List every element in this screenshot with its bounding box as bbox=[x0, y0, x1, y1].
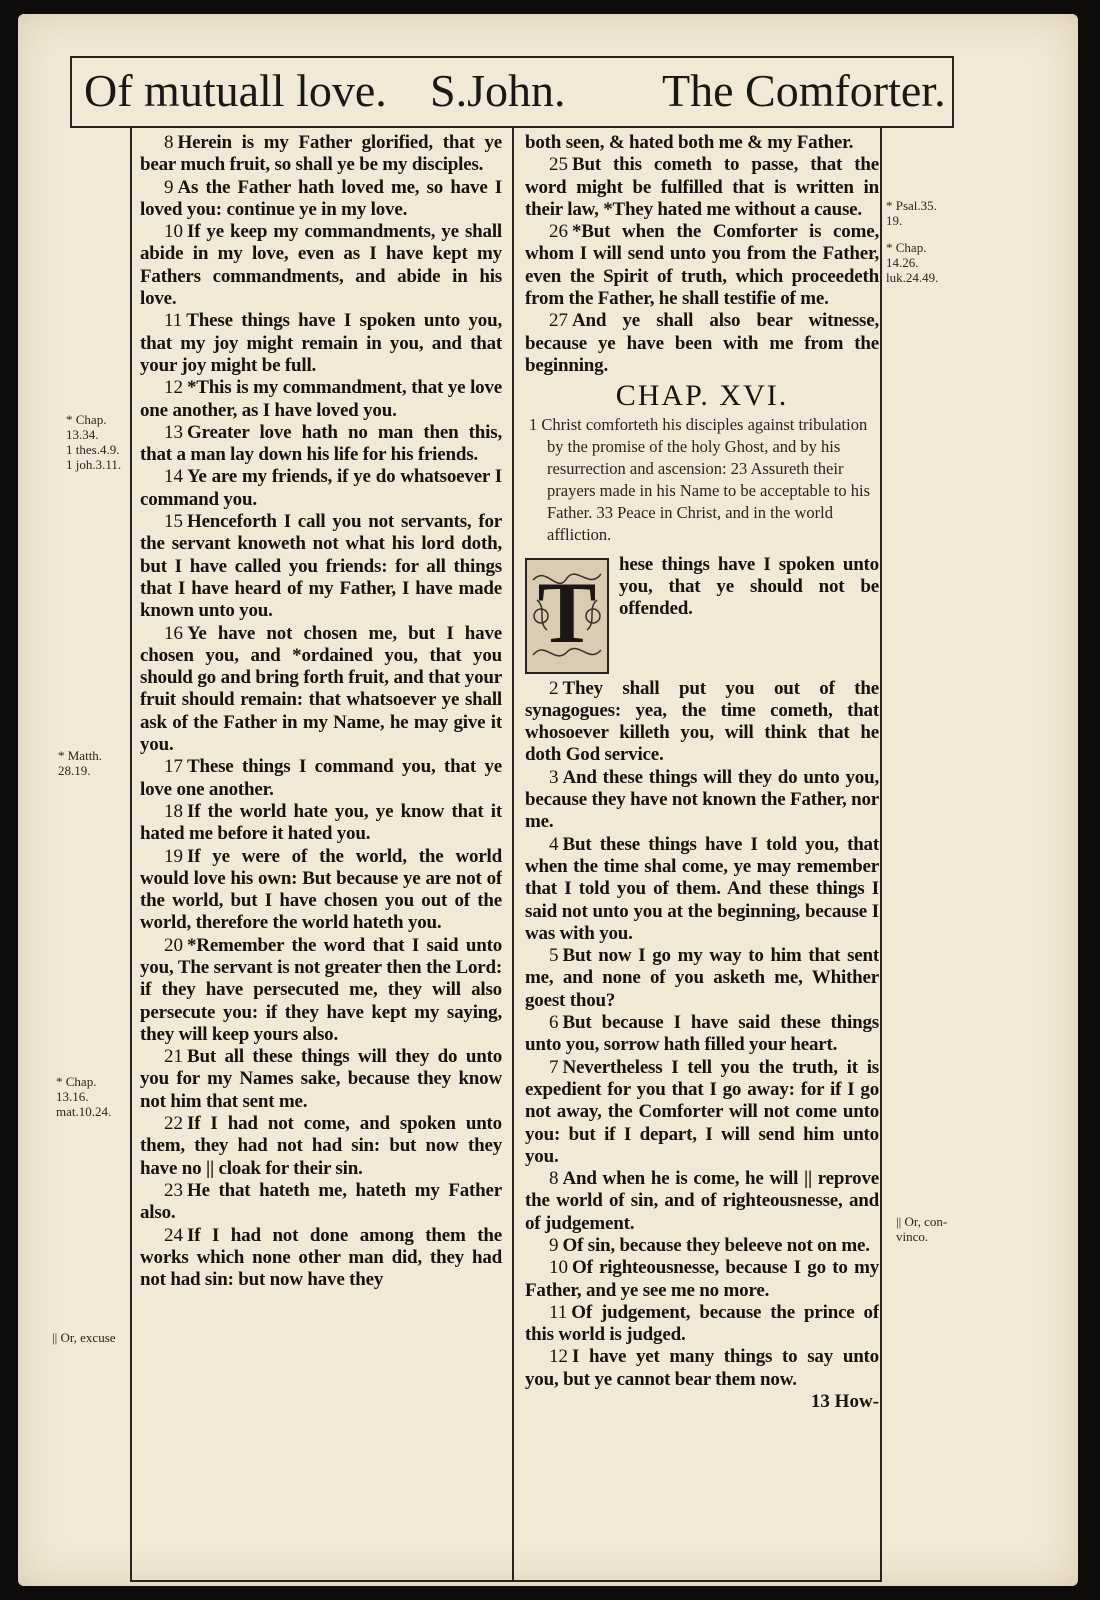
verse-text: And when he is come, he will || reprove the world of sin, and of righteousnesse, and of judgement. bbox=[525, 1168, 879, 1234]
verse bbox=[140, 132, 502, 177]
verse-number: 8 bbox=[549, 1168, 559, 1190]
verse bbox=[140, 221, 502, 310]
verse-number: 18 bbox=[164, 800, 183, 822]
verse-number: 16 bbox=[164, 622, 183, 644]
chapter-heading: CHAP. XVI. bbox=[615, 379, 789, 413]
verse-number: 2 bbox=[549, 677, 559, 699]
verse-text: Ye are my friends, if ye do whatsoever I command you. bbox=[140, 466, 502, 510]
verse bbox=[140, 846, 502, 935]
verse bbox=[140, 310, 502, 377]
verse bbox=[525, 1057, 879, 1168]
chapter-opening bbox=[525, 554, 879, 678]
verse bbox=[525, 310, 879, 377]
verse-number: 11 bbox=[164, 310, 183, 332]
verse-number: 10 bbox=[164, 221, 183, 243]
verse-number: 21 bbox=[164, 1046, 183, 1068]
verse-text: Ye have not chosen me, but I have chosen you, and *ordained you, that you should go and bring forth fruit, and that your fruit should remain: that whatsoever ye shall ask of the Father in my Name, he may give it you. bbox=[140, 622, 502, 756]
header-right-title: The Comforter. bbox=[662, 65, 946, 116]
verse-number: 11 bbox=[549, 1301, 568, 1323]
verse-number: 27 bbox=[549, 310, 568, 332]
verse-number: 8 bbox=[164, 132, 174, 153]
left-text-column bbox=[140, 132, 502, 1552]
margin-note-psal-35-19: * Psal.35. 19. bbox=[886, 198, 937, 228]
margin-note-chap-13-34: * Chap. 13.34. 1 thes.4.9. 1 joh.3.11. bbox=[66, 412, 122, 472]
verse-text: I have yet many things to say unto you, but ye cannot bear them now. bbox=[525, 1346, 879, 1390]
verse-text: Herein is my Father glorified, that ye bear much fruit, so shall ye be my disciples. bbox=[140, 132, 502, 176]
verse bbox=[140, 935, 502, 1046]
verse-text: If I had not done among them the works which none other man did, they had not had sin: but now have they bbox=[140, 1224, 502, 1291]
verse-text: *But when the Comforter is come, whom I will send unto you from the Father, even the Spirit of truth, which proceedeth from the Father, he shall testifie of me. bbox=[525, 221, 879, 310]
verse-number: 14 bbox=[164, 466, 183, 488]
verse-number: 6 bbox=[549, 1012, 559, 1034]
verse-text: If the world hate you, ye know that it hated me before it hated you. bbox=[140, 800, 502, 845]
column-divider-rule bbox=[512, 126, 514, 1582]
verse bbox=[140, 1113, 502, 1180]
verse bbox=[140, 756, 502, 801]
verses-before-chapter bbox=[525, 154, 879, 377]
verse-number: 19 bbox=[164, 845, 183, 867]
catchword: 13 How- bbox=[810, 1391, 879, 1413]
verse bbox=[140, 422, 502, 467]
verse-number: 13 bbox=[164, 421, 183, 443]
verse-text: But because I have said these things unto you, sorrow hath filled your heart. bbox=[525, 1012, 879, 1056]
chapter-summary: 1 Christ comforteth his disciples against tribulation by the promise of the holy Ghost, and by his resurrection and ascension: 23 Assureth their prayers made in his Name to be acceptable to his Father. 33 Peace in Christ, and in the world affliction. bbox=[529, 414, 871, 544]
verse-text: Greater love hath no man then this, that a man lay down his life for his friends. bbox=[140, 421, 502, 466]
verse-text: Of sin, because they beleeve not on me. bbox=[562, 1234, 870, 1256]
verse-number: 23 bbox=[164, 1179, 183, 1201]
verse-text: Henceforth I call you not servants, for the servant knoweth not what his lord doth, but I have called you friends: for all things that I have heard of my Father, I have made known unto you. bbox=[140, 511, 502, 622]
verse bbox=[140, 511, 502, 622]
verse bbox=[525, 1168, 879, 1235]
verse-text: And ye shall also bear witnesse, because ye have been with me from the beginning. bbox=[525, 310, 879, 376]
verse-number: 9 bbox=[164, 176, 174, 198]
right-margin-rule bbox=[880, 126, 882, 1582]
verse-number: 4 bbox=[549, 833, 559, 855]
verses-after-chapter bbox=[525, 678, 879, 1392]
verse bbox=[525, 154, 879, 221]
frame-right-rule bbox=[952, 56, 954, 128]
verse-number: 26 bbox=[549, 221, 568, 243]
verse bbox=[140, 1046, 502, 1113]
verse bbox=[525, 1346, 879, 1391]
verse-text: He that hateth me, hateth my Father also. bbox=[140, 1179, 502, 1224]
verse-number: 10 bbox=[549, 1257, 568, 1279]
verse-number: 24 bbox=[164, 1224, 183, 1246]
verse-text: But this cometh to passe, that the word might be fulfilled that is written in their law, *They hated me without a cause. bbox=[525, 154, 879, 220]
verse bbox=[525, 834, 879, 945]
margin-note-or-excuse: || Or, excuse bbox=[52, 1330, 116, 1345]
drop-cap-letter: T bbox=[537, 564, 597, 662]
verse-text: As the Father hath loved me, so have I loved you: continue ye in my love. bbox=[140, 176, 502, 220]
verse bbox=[140, 1225, 502, 1292]
verse-text: Nevertheless I tell you the truth, it is expedient for you that I go away: for if I go not away, the Comforter will not come unto you: but if I depart, I will send him unto you. bbox=[525, 1056, 879, 1167]
verse-number: 3 bbox=[549, 766, 559, 788]
verse bbox=[525, 678, 879, 767]
running-header bbox=[72, 58, 952, 128]
verse-text: If ye were of the world, the world would love his own: But because ye are not of the world, but I have chosen you out of the world, therefore the world hateth you. bbox=[140, 845, 502, 934]
right-text-column bbox=[525, 132, 879, 1552]
verse-text: But all these things will they do unto you for my Names sake, because they know not him that sent me. bbox=[140, 1046, 502, 1112]
verse-text: They shall put you out of the synagogues: yea, the time cometh, that whosoever killeth you, will think that he doth God service. bbox=[525, 677, 879, 766]
margin-note-or-convinco: || Or, con- vinco. bbox=[896, 1214, 948, 1244]
verse bbox=[140, 466, 502, 511]
header-book-title: S.John. bbox=[430, 65, 566, 116]
verse-text: If I had not come, and spoken unto them, they had not had sin: but now they have no || cloak for their sin. bbox=[140, 1113, 502, 1179]
verse-number: 25 bbox=[549, 154, 568, 176]
verse-number: 7 bbox=[549, 1056, 559, 1078]
verse-text: Of judgement, because the prince of this world is judged. bbox=[525, 1301, 879, 1346]
margin-note-matth-28-19: * Matth. 28.19. bbox=[58, 748, 103, 778]
verse bbox=[525, 945, 879, 1012]
verse bbox=[525, 221, 879, 310]
left-margin-rule bbox=[130, 126, 132, 1582]
verse-text: Of righteousnesse, because I go to my Father, and ye see me no more. bbox=[525, 1257, 879, 1301]
margin-note-chap-14-26: * Chap. 14.26. luk.24.49. bbox=[886, 240, 939, 285]
verse bbox=[525, 1302, 879, 1347]
verse-number: 12 bbox=[549, 1346, 568, 1368]
chapter-opening-text: hese things have I spoken unto you, that ye should not be offended. bbox=[619, 553, 879, 620]
verse-number: 15 bbox=[164, 511, 183, 533]
verse-number: 17 bbox=[164, 756, 183, 778]
verse-number: 20 bbox=[164, 934, 183, 956]
verse-number: 5 bbox=[549, 945, 559, 967]
verse bbox=[140, 1180, 502, 1225]
margin-note-chap-13-16: * Chap. 13.16. mat.10.24. bbox=[56, 1074, 112, 1119]
verse bbox=[525, 767, 879, 834]
verse bbox=[140, 177, 502, 222]
verse-text: These things I command you, that ye love one another. bbox=[140, 756, 502, 800]
verse-text: But now I go my way to him that sent me, and none of you asketh me, Whither goest thou? bbox=[525, 945, 879, 1011]
verse-text: But these things have I told you, that when the time shal come, ye may remember that I told you of them. And these things I said not unto you at the beginning, because I was with you. bbox=[525, 833, 879, 944]
verse-number: 22 bbox=[164, 1113, 183, 1135]
verse-number: 9 bbox=[549, 1234, 559, 1256]
verse bbox=[140, 801, 502, 846]
header-left-title: Of mutuall love. bbox=[84, 65, 387, 116]
verse bbox=[525, 1012, 879, 1057]
frame-bottom-rule bbox=[130, 1580, 882, 1582]
verse bbox=[525, 1257, 879, 1302]
verse-number: 12 bbox=[164, 377, 183, 399]
verse-text: These things have I spoken unto you, that my joy might remain in you, and that your joy might be full. bbox=[140, 310, 502, 376]
verse bbox=[525, 1235, 879, 1257]
verse bbox=[140, 377, 502, 422]
verse bbox=[140, 623, 502, 757]
verse-text: *This is my commandment, that ye love one another, as I have loved you. bbox=[140, 377, 502, 421]
ornamental-drop-cap bbox=[525, 558, 609, 674]
verse-text: *Remember the word that I said unto you, The servant is not greater then the Lord: if they have persecuted me, they will also persecute you: if they have kept my saying, they will keep yours also. bbox=[140, 934, 502, 1045]
continuation-line: both seen, & hated both me & my Father. bbox=[525, 132, 854, 153]
verse-text: And these things will they do unto you, because they have not known the Father, nor me. bbox=[525, 766, 879, 833]
verse-text: If ye keep my commandments, ye shall abide in my love, even as I have kept my Fathers commandments, and abide in his love. bbox=[140, 221, 502, 310]
